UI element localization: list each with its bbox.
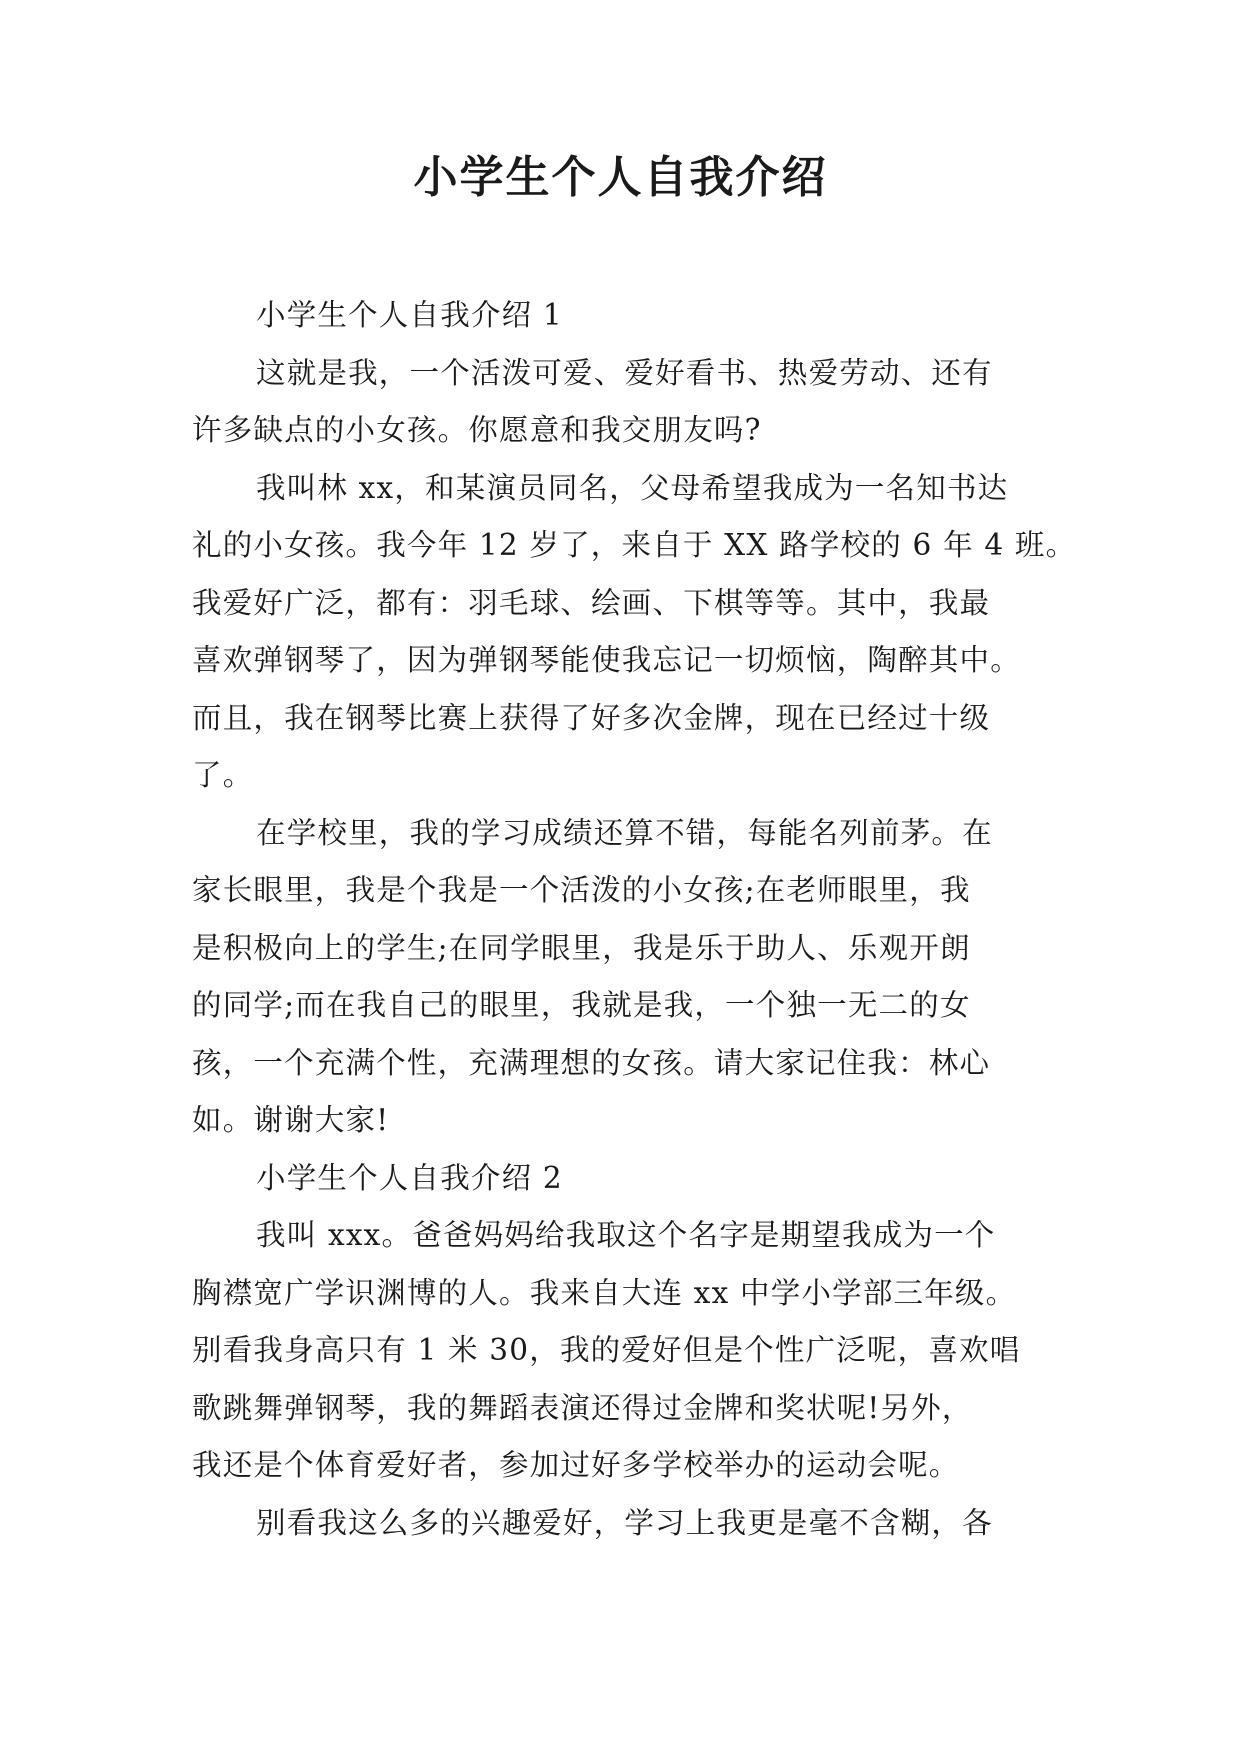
text-line: 小学生个人自我介绍 2 [256,1160,563,1195]
text-line: 我爱好广泛，都有：羽毛球、绘画、下棋等等。其中，我最 [192,585,991,620]
text-line: 喜欢弹钢琴了，因为弹钢琴能使我忘记一切烦恼，陶醉其中。 [192,643,1021,677]
text-line: 是积极向上的学生;在同学眼里，我是乐于助人、乐观开朗 [192,930,971,965]
text-line: 别看我身高只有 1 米 30，我的爱好但是个性广泛呢，喜欢唱 [192,1333,1021,1367]
text-line: 我叫林 xx，和某演员同名，父母希望我成为一名知书达 [256,470,1009,505]
text-line: 这就是我，一个活泼可爱、爱好看书、热爱劳动、还有 [256,355,993,390]
document-body [192,287,1077,1552]
text-line: 礼的小女孩。我今年 12 岁了，来自于 XX 路学校的 6 年 4 班。 [192,528,1077,562]
text-line: 我叫 xxx。爸爸妈妈给我取这个名字是期望我成为一个 [256,1218,996,1252]
text-line: 许多缺点的小女孩。你愿意和我交朋友吗? [192,413,762,447]
text-line: 孩，一个充满个性，充满理想的女孩。请大家记住我：林心 [192,1045,991,1080]
text-line: 如。谢谢大家! [192,1103,390,1137]
text-line: 家长眼里，我是个我是一个活泼的小女孩;在老师眼里，我 [192,873,971,907]
text-line: 我还是个体育爱好者，参加过好多学校举办的运动会呢。 [192,1448,960,1482]
text-line: 小学生个人自我介绍 1 [256,298,563,332]
text-line: 而且，我在钢琴比赛上获得了好多次金牌，现在已经过十级 [192,700,991,735]
document-title: 小学生个人自我介绍 [413,152,828,203]
text-line: 在学校里，我的学习成绩还算不错，每能名列前茅。在 [256,815,993,850]
text-line: 了。 [192,758,254,792]
text-line: 的同学;而在我自己的眼里，我就是我，一个独一无二的女 [192,988,971,1022]
text-line: 胸襟宽广学识渊博的人。我来自大连 xx 中学小学部三年级。 [192,1275,1017,1310]
text-line: 歌跳舞弹钢琴，我的舞蹈表演还得过金牌和奖状呢!另外， [192,1390,973,1425]
text-line: 别看我这么多的兴趣爱好，学习上我更是毫不含糊，各 [256,1505,993,1540]
